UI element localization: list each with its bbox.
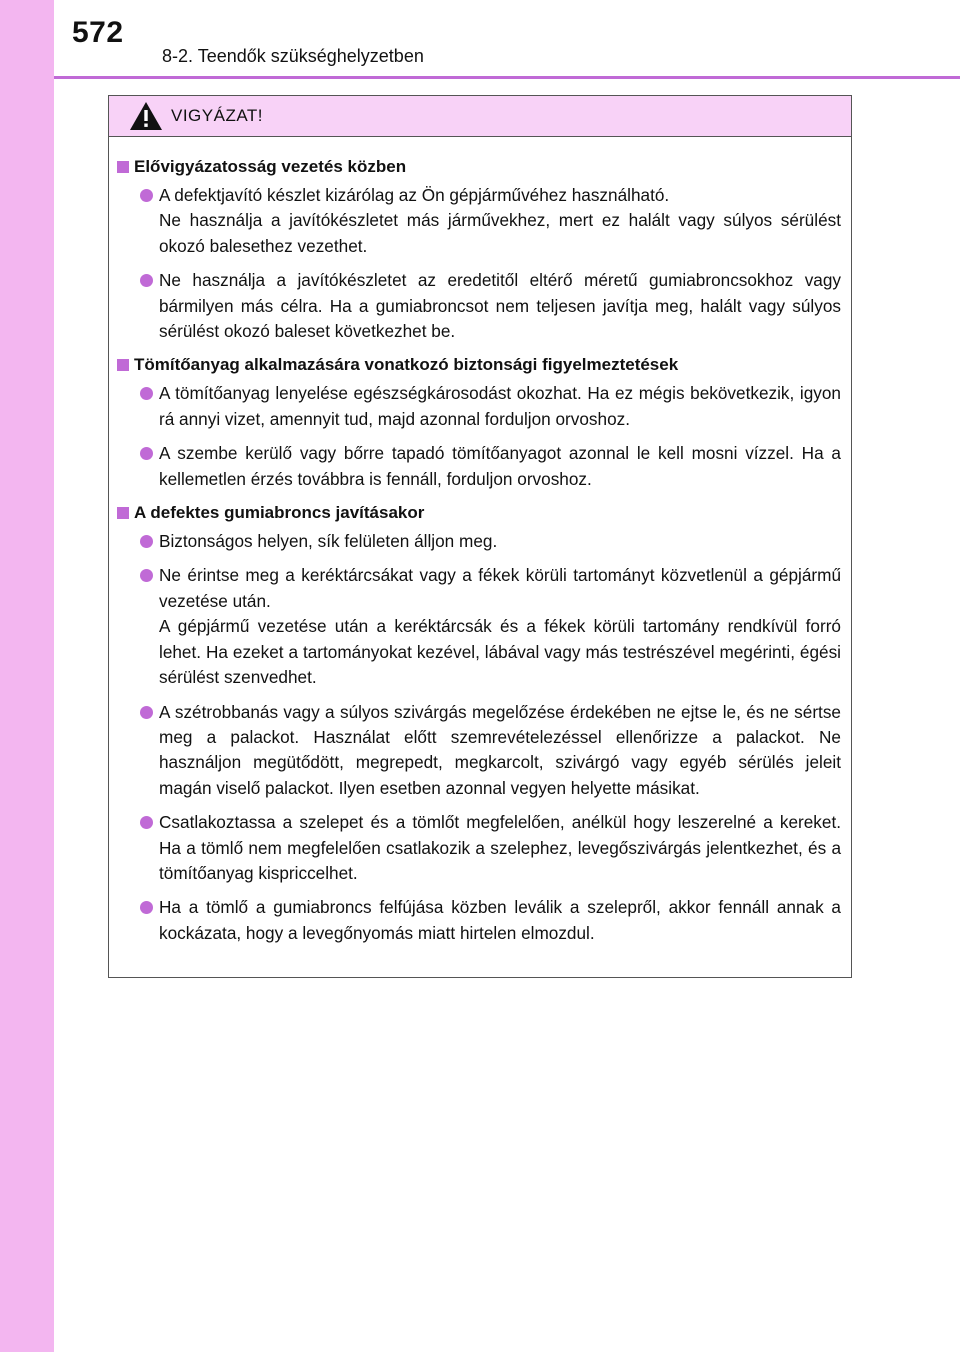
list-item: [140, 529, 841, 554]
round-bullet-icon: [140, 569, 153, 582]
list-item: [140, 268, 841, 344]
list-item-text: A gépjármű vezetése után a keréktárcsák és a fékek körüli tartomány rendkívül forró lehet. Ha ezeket a tartományokat kezével, lábával vagy más testrészével megérinti, égési sérülést szenvedhet.: [159, 616, 841, 688]
list-item-text: Ne érintse meg a keréktárcsákat vagy a fékek körüli tartományt közvetlenül a gépjármű vezetése után.: [159, 565, 841, 611]
section-heading-text: A defektes gumiabroncs javításakor: [134, 503, 425, 523]
side-color-strip: [0, 0, 54, 1352]
list-item-text: A szembe kerülő vagy bőrre tapadó tömítőanyagot azonnal le kell mosni vízzel. Ha a kellemetlen érzés továbbra is fennáll, forduljon orvoshoz.: [159, 443, 841, 489]
section-title: 8-2. Teendők szükséghelyzetben: [162, 46, 424, 66]
list-item: [140, 563, 841, 690]
list-item-text: A szétrobbanás vagy a súlyos szivárgás megelőzése érdekében ne ejtse le, és ne sértse meg a palackot. Használat előtt szemrevételezéssel ellenőrizze a palackot. Ne használjon megütődött, megrepedt, megkarcolt, szivárgó vagy egyéb sérülés jeleit magán viselő palackot. Ilyen esetben azonnal vegyen helyette másikat.: [159, 701, 841, 798]
round-bullet-icon: [140, 447, 153, 460]
square-bullet-icon: [117, 507, 129, 519]
round-bullet-icon: [140, 901, 153, 914]
list-item: [140, 700, 841, 802]
section-heading-text: Tömítőanyag alkalmazására vonatkozó biztonsági figyelmeztetések: [134, 355, 679, 375]
round-bullet-icon: [140, 706, 153, 719]
section-heading: [117, 501, 841, 525]
round-bullet-icon: [140, 387, 153, 400]
page-number: 572: [72, 16, 124, 49]
warning-body: [109, 137, 851, 946]
list-item-text: A defektjavító készlet kizárólag az Ön gépjárművéhez használható.: [159, 185, 670, 205]
list-item: [140, 441, 841, 492]
warning-header: [109, 96, 851, 137]
round-bullet-icon: [140, 816, 153, 829]
header-divider: [54, 76, 960, 79]
list-item-text: Ha a tömlő a gumiabroncs felfújása közben leválik a szelepről, akkor fennáll annak a kockázata, hogy a levegőnyomás miatt hirtelen elmozdul.: [159, 897, 841, 943]
square-bullet-icon: [117, 359, 129, 371]
square-bullet-icon: [117, 161, 129, 173]
list-item-text: Biztonságos helyen, sík felületen álljon meg.: [159, 531, 498, 552]
warning-box: [108, 95, 852, 978]
list-item-text: A tömítőanyag lenyelése egészségkárosodást okozhat. Ha ez mégis bekövetkezik, igyon rá annyi vizet, amennyit tud, majd azonnal forduljon orvoshoz.: [159, 383, 841, 429]
section-heading: [117, 353, 841, 377]
list-item: [140, 895, 841, 946]
section-heading: [117, 155, 841, 179]
list-item: [140, 183, 841, 259]
list-item: [140, 810, 841, 886]
round-bullet-icon: [140, 274, 153, 287]
list-item: [140, 381, 841, 432]
list-item-text: Ne használja a javítókészletet más járművekhez, mert ez halált vagy súlyos sérülést okozó balesethez vezethet.: [159, 210, 841, 256]
list-item-text: Csatlakoztassa a szelepet és a tömlőt megfelelően, anélkül hogy leszerelné a kereket. Ha a tömlő nem megfelelően csatlakozik a szelephez, levegőszivárgás jelentkezhet, és a tömítőanyag kispriccelhet.: [159, 812, 841, 883]
warning-title: VIGYÁZAT!: [171, 106, 264, 125]
warning-triangle-icon: [129, 101, 163, 131]
section-heading-text: Elővigyázatosság vezetés közben: [134, 157, 407, 176]
round-bullet-icon: [140, 535, 153, 548]
list-item-text: Ne használja a javítókészletet az eredetitől eltérő méretű gumiabroncsokhoz vagy bármilyen más célra. Ha a gumiabroncsot nem teljesen javítja meg, halált vagy súlyos sérülést okozó baleset következhet be.: [159, 270, 841, 342]
round-bullet-icon: [140, 189, 153, 202]
